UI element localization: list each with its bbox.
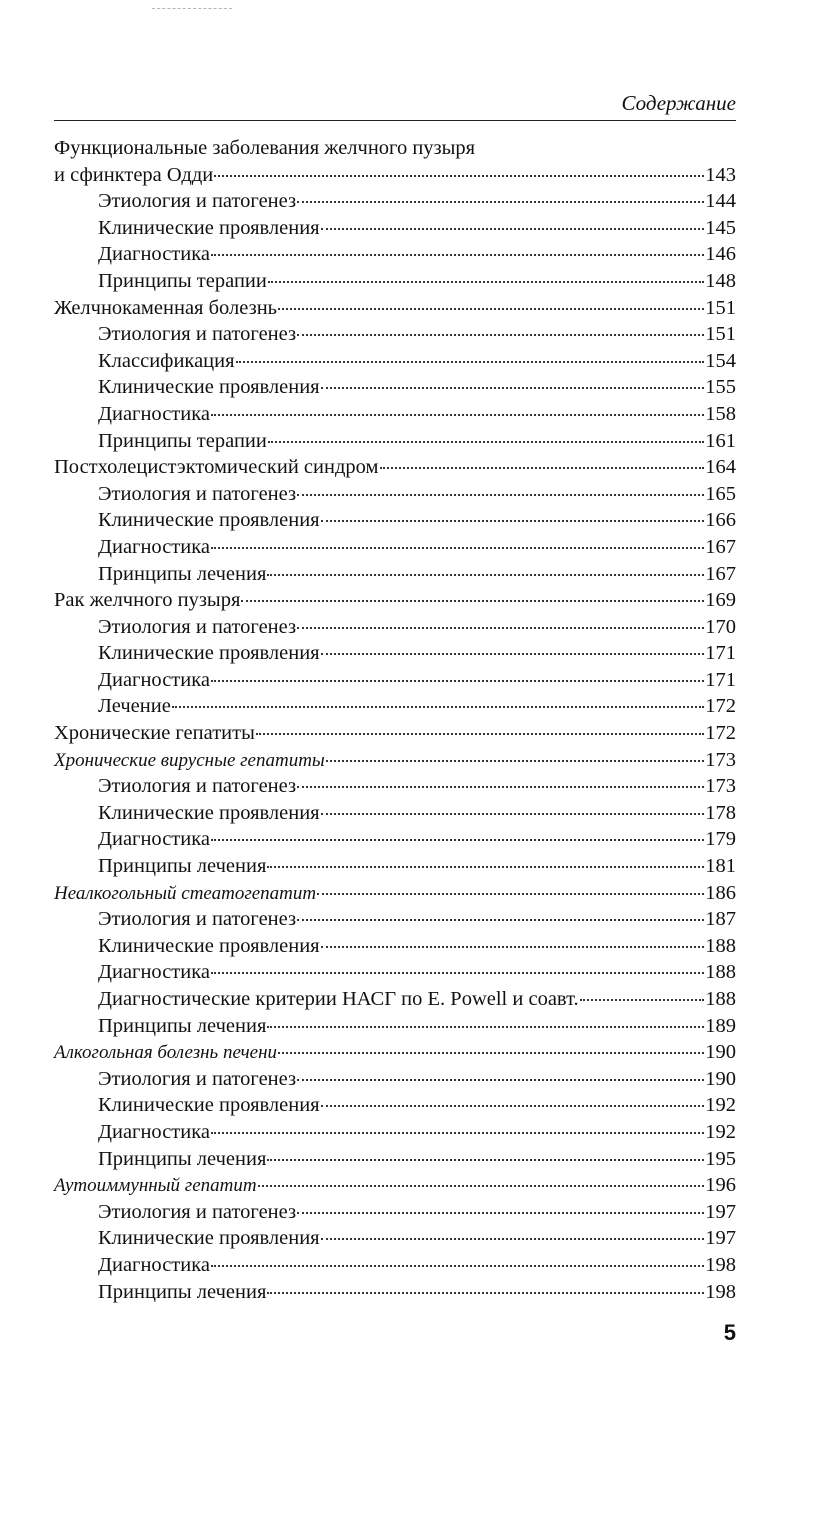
toc-entry-title: Диагностика <box>98 828 210 851</box>
toc-entry-title: Этиология и патогенез <box>98 1200 297 1223</box>
toc-entry <box>54 1039 736 1066</box>
toc-entry <box>54 135 736 162</box>
toc-entry-title: Клинические проявления <box>98 376 320 399</box>
toc-entry-title: Этиология и патогенез <box>98 190 297 213</box>
toc-entry-title: Хронические вирусные гепатиты <box>54 749 325 771</box>
toc-entry <box>54 1013 736 1040</box>
toc-entry-page: 179 <box>705 828 736 851</box>
toc-leader-dots <box>172 706 704 708</box>
toc-entry-page: 173 <box>705 775 736 798</box>
toc-entry-title: Клинические проявления <box>98 642 320 665</box>
toc-entry-page: 166 <box>705 509 736 532</box>
toc-entry-page: 197 <box>705 1200 736 1223</box>
toc-entry <box>54 1119 736 1146</box>
toc-entry-title: Диагностические критерии НАСГ по E. Powell и соавт. <box>98 988 579 1010</box>
toc-entry <box>54 614 736 641</box>
toc-entry-title: Классификация <box>98 349 235 372</box>
toc-leader-dots <box>258 1185 705 1187</box>
toc-entry-title: Клинические проявления <box>98 801 320 824</box>
toc-entry <box>54 986 736 1013</box>
toc-leader-dots <box>256 733 704 735</box>
toc-entry-page: 145 <box>705 216 736 239</box>
toc-entry-title: Диагностика <box>98 402 210 425</box>
toc-entry-page: 188 <box>705 934 736 957</box>
toc-entry <box>54 1225 736 1252</box>
toc-leader-dots <box>297 201 704 203</box>
toc-entry-title: Принципы лечения <box>98 855 267 878</box>
toc-entry-title: Диагностика <box>98 1253 210 1276</box>
toc-entry-page: 181 <box>705 855 736 878</box>
toc-entry-page: 197 <box>705 1227 736 1250</box>
toc-entry-page: 167 <box>705 535 736 558</box>
toc-entry <box>54 428 736 455</box>
toc-entry-page: 198 <box>705 1280 736 1303</box>
toc-entry <box>54 534 736 561</box>
toc-entry <box>54 933 736 960</box>
toc-entry-page: 171 <box>705 642 736 665</box>
toc-entry-title: Этиология и патогенез <box>98 908 297 931</box>
toc-entry <box>54 162 736 189</box>
toc-leader-dots <box>326 760 704 762</box>
toc-leader-dots <box>267 574 704 576</box>
toc-leader-dots <box>321 387 705 389</box>
toc-entry <box>54 1066 736 1093</box>
toc-entry <box>54 1092 736 1119</box>
toc-entry-title: Этиология и патогенез <box>98 615 297 638</box>
toc-entry-page: 188 <box>705 988 736 1010</box>
toc-entry-title: Диагностика <box>98 243 210 266</box>
toc-entry-page: 187 <box>705 908 736 931</box>
toc-entry-title: Аутоиммунный гепатит <box>54 1175 257 1197</box>
toc-entry-page: 186 <box>705 881 736 904</box>
toc-entry-title: Клинические проявления <box>98 509 320 532</box>
toc-entry <box>54 374 736 401</box>
toc-entry-page: 190 <box>705 1041 736 1064</box>
toc-entry-page: 195 <box>705 1147 736 1170</box>
toc-leader-dots <box>321 520 705 522</box>
toc-entry <box>54 1146 736 1173</box>
toc-entry <box>54 1252 736 1279</box>
toc-entry-title: Клинические проявления <box>98 216 320 239</box>
toc-entry <box>54 561 736 588</box>
table-of-contents <box>54 135 736 1305</box>
toc-entry <box>54 640 736 667</box>
toc-entry <box>54 906 736 933</box>
toc-entry-page: 190 <box>705 1067 736 1090</box>
toc-entry-page: 169 <box>705 589 736 612</box>
toc-entry-page: 171 <box>705 668 736 691</box>
toc-entry-title: Принципы лечения <box>98 1014 267 1037</box>
toc-entry-title: Этиология и патогенез <box>98 1067 297 1090</box>
toc-entry <box>54 241 736 268</box>
toc-entry <box>54 773 736 800</box>
toc-entry <box>54 587 736 614</box>
toc-entry-page: 148 <box>705 269 736 292</box>
toc-entry <box>54 720 736 747</box>
toc-leader-dots <box>580 999 705 1001</box>
toc-entry <box>54 1199 736 1226</box>
toc-leader-dots <box>236 361 705 363</box>
toc-entry <box>54 188 736 215</box>
toc-leader-dots <box>267 1159 704 1161</box>
toc-leader-dots <box>321 1105 705 1107</box>
toc-leader-dots <box>214 175 704 177</box>
toc-leader-dots <box>297 494 704 496</box>
toc-entry-title: Принципы лечения <box>98 1147 267 1170</box>
toc-entry-page: 151 <box>705 296 736 319</box>
toc-entry <box>54 959 736 986</box>
toc-entry <box>54 454 736 481</box>
toc-entry <box>54 800 736 827</box>
toc-leader-dots <box>380 467 705 469</box>
toc-entry-page: 198 <box>705 1253 736 1276</box>
toc-entry-page: 172 <box>705 722 736 745</box>
toc-leader-dots <box>297 1079 704 1081</box>
toc-entry-title: Алкогольная болезнь печени <box>54 1042 278 1064</box>
header-rule <box>54 120 736 121</box>
toc-entry-page: 188 <box>705 961 736 984</box>
toc-entry-page: 192 <box>705 1120 736 1143</box>
toc-entry <box>54 507 736 534</box>
toc-entry-page: 196 <box>705 1174 736 1197</box>
toc-entry-title: Желчнокаменная болезнь <box>54 296 278 319</box>
toc-entry-title: Принципы лечения <box>98 562 267 585</box>
toc-entry-page: 161 <box>705 429 736 452</box>
toc-entry-page: 164 <box>705 456 736 479</box>
toc-entry-page: 151 <box>705 323 736 346</box>
toc-entry-page: 172 <box>705 695 736 718</box>
toc-entry-title: Принципы терапии <box>98 269 267 292</box>
toc-entry <box>54 880 736 907</box>
toc-entry-page: 167 <box>705 562 736 585</box>
toc-leader-dots <box>297 334 704 336</box>
toc-entry-title: Диагностика <box>98 1120 210 1143</box>
toc-entry <box>54 826 736 853</box>
toc-leader-dots <box>211 839 704 841</box>
toc-leader-dots <box>297 627 704 629</box>
toc-leader-dots <box>211 414 704 416</box>
toc-entry-title: Рак желчного пузыря <box>54 589 241 612</box>
toc-leader-dots <box>321 228 705 230</box>
toc-entry <box>54 853 736 880</box>
toc-entry-title: Клинические проявления <box>98 1094 320 1117</box>
toc-leader-dots <box>211 680 704 682</box>
toc-leader-dots <box>211 254 704 256</box>
running-head: Содержание <box>621 91 736 115</box>
toc-entry-page: 173 <box>705 748 736 771</box>
toc-leader-dots <box>321 813 705 815</box>
toc-entry-page: 170 <box>705 615 736 638</box>
toc-entry-title: Клинические проявления <box>98 934 320 957</box>
toc-entry <box>54 401 736 428</box>
toc-entry-page: 158 <box>705 402 736 425</box>
toc-entry-title: Неалкогольный стеатогепатит <box>54 882 317 904</box>
toc-leader-dots <box>321 946 705 948</box>
toc-leader-dots <box>278 1052 704 1054</box>
scan-mark <box>152 8 232 9</box>
toc-entry-title: Диагностика <box>98 668 210 691</box>
toc-entry-title: и сфинктера Одди <box>54 163 214 186</box>
toc-entry <box>54 747 736 774</box>
toc-leader-dots <box>211 1132 704 1134</box>
toc-entry <box>54 693 736 720</box>
toc-entry-page: 178 <box>705 801 736 824</box>
toc-entry-page: 146 <box>705 243 736 266</box>
toc-leader-dots <box>297 919 704 921</box>
toc-leader-dots <box>297 1212 704 1214</box>
toc-leader-dots <box>211 972 704 974</box>
toc-entry <box>54 268 736 295</box>
toc-entry <box>54 481 736 508</box>
toc-entry-page: 154 <box>705 349 736 372</box>
toc-leader-dots <box>321 653 705 655</box>
toc-leader-dots <box>267 1292 704 1294</box>
toc-leader-dots <box>297 786 704 788</box>
toc-entry <box>54 321 736 348</box>
toc-leader-dots <box>241 600 704 602</box>
toc-entry-page: 155 <box>705 376 736 399</box>
toc-entry <box>54 1279 736 1306</box>
toc-entry-title: Этиология и патогенез <box>98 323 297 346</box>
toc-entry-title: Принципы терапии <box>98 429 267 452</box>
toc-leader-dots <box>268 441 704 443</box>
toc-leader-dots <box>317 893 704 895</box>
toc-entry <box>54 667 736 694</box>
toc-leader-dots <box>321 1238 705 1240</box>
toc-entry <box>54 1172 736 1199</box>
toc-entry-title: Этиология и патогенез <box>98 482 297 505</box>
toc-entry <box>54 215 736 242</box>
toc-leader-dots <box>211 1265 704 1267</box>
toc-entry-title: Принципы лечения <box>98 1280 267 1303</box>
toc-leader-dots <box>268 281 704 283</box>
toc-entry-page: 189 <box>705 1014 736 1037</box>
toc-entry-page: 143 <box>705 163 736 186</box>
toc-entry-page: 165 <box>705 482 736 505</box>
toc-entry-title: Постхолецистэктомический синдром <box>54 456 379 479</box>
toc-entry-title: Этиология и патогенез <box>98 775 297 798</box>
toc-leader-dots <box>278 308 704 310</box>
toc-entry <box>54 348 736 375</box>
toc-entry-title: Клинические проявления <box>98 1227 320 1250</box>
toc-leader-dots <box>267 1026 704 1028</box>
toc-entry-title: Хронические гепатиты <box>54 722 255 745</box>
toc-entry-title: Диагностика <box>98 961 210 984</box>
toc-leader-dots <box>211 547 704 549</box>
toc-entry <box>54 295 736 322</box>
toc-entry-title: Диагностика <box>98 535 210 558</box>
toc-entry-title: Лечение <box>98 695 171 718</box>
toc-entry-page: 192 <box>705 1094 736 1117</box>
toc-entry-page: 144 <box>705 190 736 213</box>
toc-entry-title: Функциональные заболевания желчного пузыря <box>54 137 476 159</box>
page-number: 5 <box>723 1320 736 1345</box>
toc-leader-dots <box>267 866 704 868</box>
